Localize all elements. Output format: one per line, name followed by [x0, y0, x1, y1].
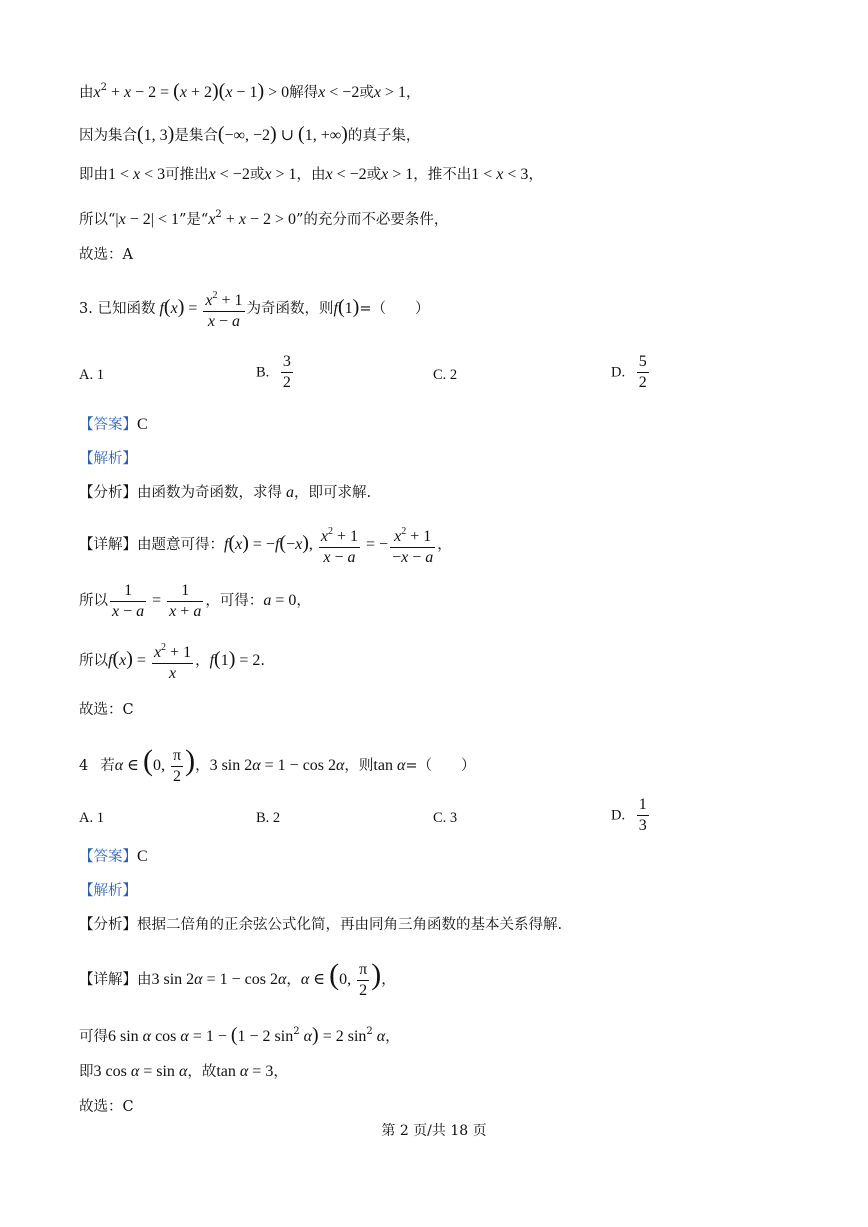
text: ，可得：	[205, 593, 264, 609]
text: 所以“	[79, 212, 116, 228]
fraction: $\frac{1}{3}$	[638, 796, 647, 834]
option-c: C. 2	[433, 367, 458, 383]
text: 3. 已知函数	[79, 301, 156, 317]
detail-line-2: 所以 $\frac{1}{x - a}$ = $\frac{1}{x + a}$ ，可得：a = 0，	[79, 581, 311, 620]
option-d	[611, 795, 651, 836]
question-3-stem: 3. 已知函数 f(x) = $\frac{x^2 + 1}{x - a}$ 为奇函数，则f(1)=（ ）	[79, 284, 429, 332]
fraction: $\frac{x^2 + 1}{x}$	[152, 638, 193, 684]
text: 或	[359, 85, 374, 101]
fraction: $\frac{3}{2}$	[282, 353, 291, 391]
conclusion-line: 故选：C	[79, 1099, 134, 1115]
text: 即由	[79, 167, 108, 183]
answer-line	[79, 847, 148, 867]
fraction: $\frac{\pi}{2}$	[359, 960, 368, 999]
fenxi-tag: 【分析】	[79, 917, 137, 933]
text: .	[260, 653, 266, 669]
text: 可得	[79, 1029, 108, 1045]
text: =（ ）	[359, 301, 430, 317]
option-a: A. 1	[79, 367, 104, 383]
page-footer: 第 2 页/共 18 页	[381, 1123, 487, 1139]
text-line-3: 即由1 < x < 3可推出x < −2或x > 1，由x < −2或x > 1，推不出1 < x < 3，	[79, 166, 543, 183]
text: D.	[611, 364, 626, 381]
text: ，推不出	[413, 167, 472, 183]
text: 的真子集，	[347, 128, 421, 144]
text: 或	[366, 167, 382, 183]
option-c: C. 3	[433, 810, 458, 826]
xiangjie-tag: 【详解】	[79, 972, 137, 988]
conclusion-line: 故选：C	[79, 702, 134, 718]
text: ，	[437, 537, 452, 553]
fenxi-tag: 【分析】	[79, 485, 137, 501]
question-4-stem: 4 若α ∈ (0, $\frac{\pi}{2}$ )，3 sin 2α = 1 − cos 2α，则tan α=（ ）	[79, 744, 476, 785]
text: B.	[256, 364, 270, 381]
answer-tag: 【答案】	[79, 849, 137, 865]
fraction: $\frac{5}{2}$	[638, 353, 647, 391]
text: 可推出	[165, 167, 209, 183]
option-b	[256, 352, 295, 393]
fraction: $\frac{x^2 + 1}{-x - a}$	[390, 522, 435, 568]
text: 解得	[289, 85, 319, 101]
text: ，	[273, 1064, 288, 1080]
analysis-tag: 【解析】	[79, 451, 137, 467]
xiangjie-tag: 【详解】	[79, 537, 137, 553]
fraction: $\frac{1}{x + a}$	[169, 581, 202, 620]
text: 是集合	[174, 128, 218, 144]
text: ”是“	[178, 212, 209, 228]
text: ，即可求解.	[294, 485, 372, 501]
text: ，	[405, 85, 421, 101]
text: ，	[286, 972, 301, 988]
conclusion-line: 故选：A	[79, 247, 133, 263]
text: ，	[296, 593, 311, 609]
text: ，	[385, 1029, 400, 1045]
text: ，	[381, 972, 396, 988]
text: 即	[79, 1064, 94, 1080]
detail-line-1: 【详解】由3 sin 2α = 1 − cos 2α，α ∈ (0, $\frac{\pi}{2}$ )，	[79, 958, 396, 999]
detail-line-2: 可得6 sin α cos α = 1 − (1 − 2 $\sin^2 \alpha) = 2$ $\sin^2 \alpha$，	[79, 1024, 400, 1046]
text: 若	[100, 758, 115, 774]
text: 所以	[79, 593, 108, 609]
text: =（ ）	[405, 758, 476, 774]
fraction: $\frac{1}{x - a}$	[112, 581, 145, 620]
text-line-4: 所以“|x − 2| < 1”是“$x^2 + x - 2 > 0$”的充分而不必要条件，	[79, 209, 449, 228]
text: 根据二倍角的正余弦公式化简，再由同角三角函数的基本关系得解.	[137, 917, 563, 933]
fraction: $\frac{x^2 + 1}{x - a}$	[319, 522, 360, 568]
answer-value: C	[137, 848, 148, 865]
text: 由函数为奇函数，求得	[137, 485, 282, 501]
answer-value: C	[137, 416, 148, 433]
text: ，	[195, 758, 210, 774]
text: D.	[611, 807, 626, 824]
detail-line-3: 即3 cos α = sin α，故tan α = 3，	[79, 1063, 288, 1080]
answer-line	[79, 415, 148, 435]
text: ，	[195, 653, 210, 669]
question-number: 4	[79, 758, 89, 774]
detail-line-1: 【详解】由题意可得：f(x) = −f(−x), $\frac{x^2 + 1}{x - a}$ = − $\frac{x^2 + 1}{-x - a}$ ，	[79, 520, 452, 568]
option-a: A. 1	[79, 810, 104, 826]
text: 由	[137, 972, 152, 988]
text: ，故	[187, 1064, 217, 1080]
text: ”的充分而不必要条件，	[295, 212, 449, 228]
text: 由题意可得：	[137, 537, 224, 553]
text: 因为集合	[79, 128, 137, 144]
text-line-1: 由$x^2 + x - 2 = (x + 2)(x - 1) > 0$解得x < −2或x > 1，	[79, 80, 421, 102]
analysis-tag: 【解析】	[79, 883, 137, 899]
text: ，则	[344, 758, 374, 774]
text-line-2: 因为集合(1, 3)是集合(−∞, −2) ∪ (1, +∞)的真子集，	[79, 123, 421, 145]
text: ，由	[296, 167, 326, 183]
analysis-line: 【分析】由函数为奇函数，求得 a，即可求解.	[79, 484, 372, 501]
text: 为奇函数，则	[246, 301, 334, 317]
answer-tag: 【答案】	[79, 417, 137, 433]
fraction: $\frac{x^2 + 1}{x - a}$	[203, 286, 244, 332]
text: 所以	[79, 653, 108, 669]
text: 或	[249, 167, 265, 183]
text: 由	[79, 85, 94, 101]
detail-line-3: 所以f(x) = $\frac{x^2 + 1}{x}$ ，f(1) = 2.	[79, 636, 265, 684]
fraction: $\frac{\pi}{2}$	[172, 746, 182, 785]
text: ，	[528, 167, 543, 183]
option-d	[611, 352, 651, 393]
analysis-line	[79, 915, 562, 935]
option-b: B. 2	[256, 810, 281, 826]
